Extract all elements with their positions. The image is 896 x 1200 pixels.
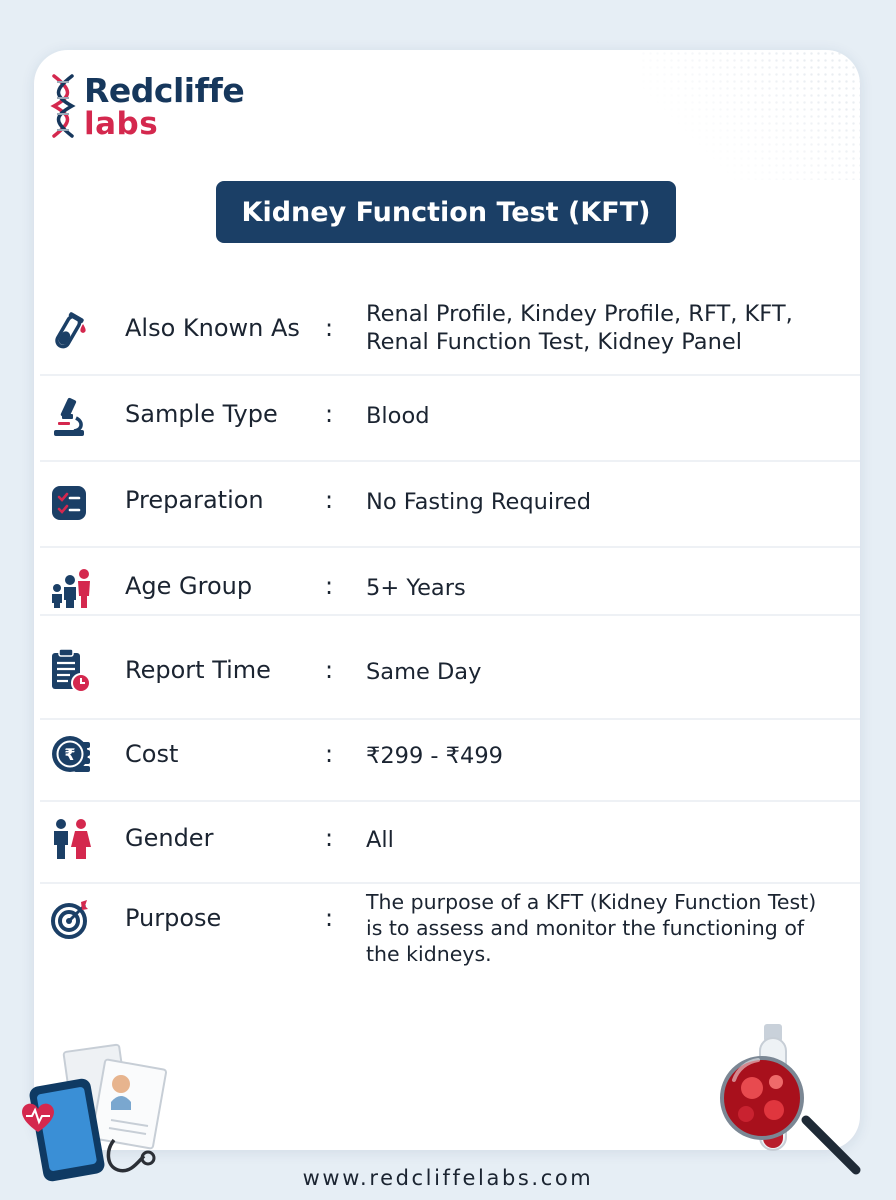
row-separator: : [325, 904, 334, 932]
row-value [366, 402, 430, 430]
page-title: Kidney Function Test (KFT) [216, 181, 676, 243]
row-label: Report Time [125, 656, 271, 684]
value-line: All [366, 827, 394, 853]
row-value [366, 889, 816, 967]
gender-icon [50, 818, 92, 860]
value-line: Same Day [366, 659, 482, 685]
row-value [366, 658, 481, 686]
family-icon [50, 566, 94, 610]
checklist-icon [50, 484, 88, 522]
value-line: Blood [366, 403, 430, 429]
brand-sub: labs [84, 106, 159, 142]
row-age-group [40, 548, 860, 632]
blood-sample-illustration [716, 1020, 876, 1185]
dna-icon [50, 74, 76, 138]
svg-text:₹: ₹ [64, 745, 76, 764]
dot-pattern [640, 50, 860, 180]
value-line: No Fasting Required [366, 489, 592, 515]
value-line: is to assess and monitor the functioning of [366, 916, 805, 940]
row-gender [40, 800, 860, 884]
row-separator: : [325, 572, 334, 600]
row-value [366, 574, 466, 602]
row-purpose [40, 884, 860, 984]
row-value [366, 300, 793, 356]
row-label: Cost [125, 740, 179, 768]
value-line: Renal Function Test, Kidney Panel [366, 329, 742, 355]
brand-logo[interactable] [50, 71, 245, 142]
row-separator: : [325, 656, 334, 684]
row-label: Purpose [125, 904, 222, 932]
row-label: Preparation [125, 486, 264, 514]
value-line: 5+ Years [366, 575, 466, 601]
row-value [366, 826, 394, 854]
row-label: Gender [125, 824, 214, 852]
row-separator: : [325, 400, 334, 428]
microscope-icon [50, 396, 88, 438]
row-also-known-as [40, 290, 860, 374]
row-value [366, 488, 591, 516]
row-value [366, 742, 503, 770]
row-cost [40, 716, 860, 800]
row-separator: : [325, 740, 334, 768]
target-icon [50, 898, 92, 940]
row-report-time [40, 632, 860, 716]
row-preparation [40, 462, 860, 546]
row-sample-type [40, 376, 860, 460]
value-line: The purpose of a KFT (Kidney Function Test) [366, 890, 817, 914]
row-separator: : [325, 824, 334, 852]
value-line: Renal Profile, Kindey Profile, RFT, KFT, [366, 301, 793, 327]
report-clock-icon [50, 648, 92, 694]
value-line: the kidneys. [366, 942, 492, 966]
row-label: Sample Type [125, 400, 278, 428]
row-divider [40, 614, 860, 616]
rupee-coin-icon [50, 732, 94, 776]
row-separator: : [325, 314, 334, 342]
brand-name: Redcliffe [84, 71, 245, 110]
row-label: Age Group [125, 572, 253, 600]
test-tube-icon [50, 312, 90, 352]
row-label: Also Known As [125, 314, 300, 342]
value-line: ₹299 - ₹499 [366, 743, 503, 769]
row-separator: : [325, 486, 334, 514]
website-link[interactable]: www.redcliffelabs.com [302, 1166, 594, 1190]
